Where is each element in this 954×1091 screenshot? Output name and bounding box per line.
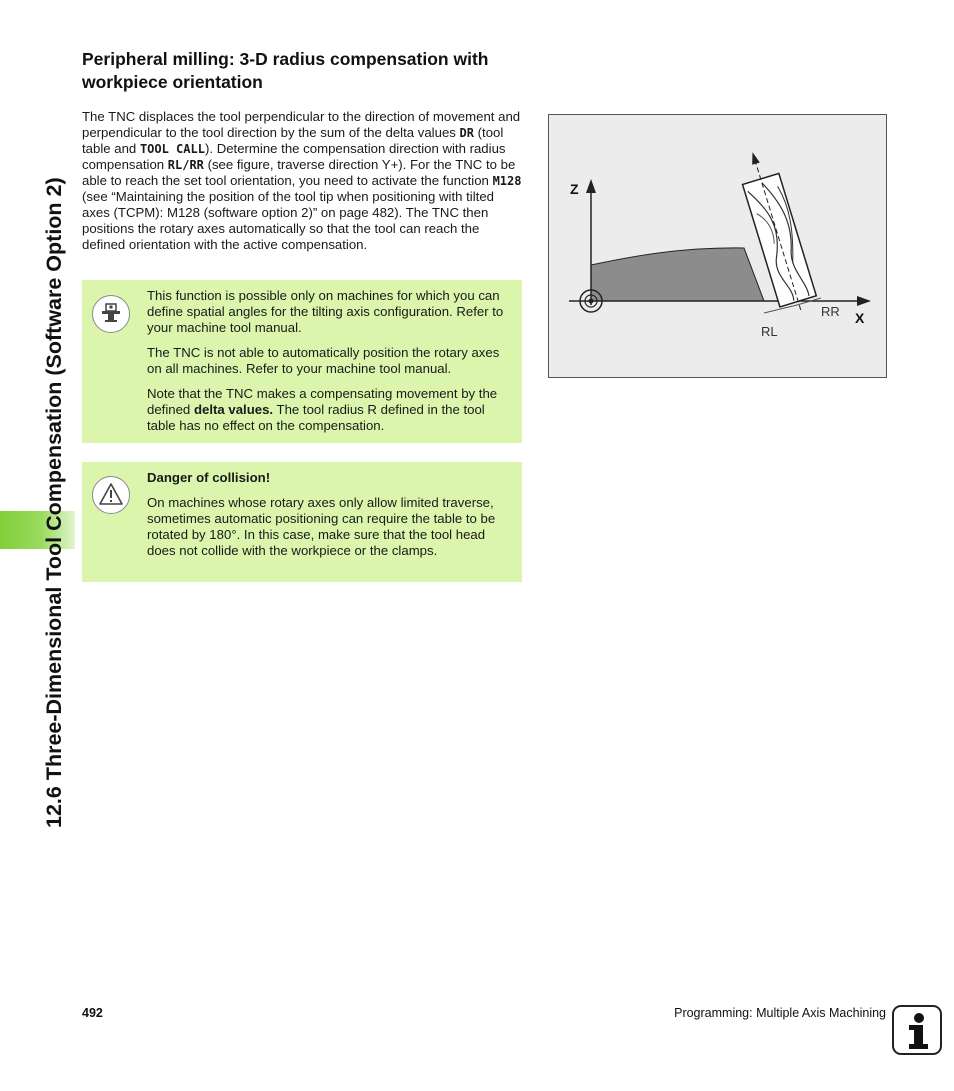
origin-dot (589, 299, 594, 304)
danger-title (147, 470, 512, 486)
x-axis-label: X (855, 310, 865, 326)
warning-icon (92, 476, 130, 514)
note-machine-line2: The TNC is not able to automatically position the rotary axes on all machines. Refer to your machine tool manual. (147, 345, 500, 376)
body-text-5: (see “Maintaining the position of the tool tip when positioning with tilted axes (TCPM): M128 (software option 2)” on page 482). The TNC then positions the rotary axes automatically so that the tool can reach the defined orientation with the active compensation. (82, 189, 494, 252)
body-text-4: (see figure, traverse direction Y+). For the TNC to be able to reach the set tool orientation, you need to activate the function (82, 157, 516, 188)
note-machine-bold: delta values. (193, 402, 274, 417)
rr-label: RR (821, 304, 840, 319)
x-axis-arrow (857, 296, 871, 306)
workpiece-shape (591, 248, 764, 301)
z-axis-label: Z (570, 181, 579, 197)
section-heading: Peripheral milling: 3-D radius compensation with workpiece orientation (82, 49, 489, 92)
page-number: 492 (82, 1006, 103, 1020)
body-paragraph (82, 109, 524, 253)
note-machine-line1: This function is possible only on machines for which you can define spatial angles for the tilting axis configuration. Refer to your machine tool manual. (147, 288, 504, 335)
body-text-1: The TNC displaces the tool perpendicular to the direction of movement and perpendicular to the tool direction by the sum of the delta values (82, 109, 521, 140)
z-axis-arrow (586, 179, 596, 193)
machine-note-box (82, 280, 522, 443)
note-machine-line3-b: The tool radius R defined in the tool table has no effect on the compensation. (147, 402, 485, 433)
compensation-diagram (549, 115, 886, 377)
footer-chapter: Programming: Multiple Axis Machining (674, 1006, 886, 1020)
rl-label: RL (761, 324, 778, 339)
machine-tool-icon (92, 295, 130, 333)
body-text-2: (tool table and (82, 125, 504, 156)
info-icon[interactable] (892, 1005, 942, 1055)
code-rl-rr: RL/RR (167, 158, 204, 172)
body-text-3: ). Determine the compensation direction with radius compensation (82, 141, 506, 172)
danger-title-text: Danger of collision! (147, 470, 271, 485)
code-tool-call: TOOL CALL (139, 142, 205, 156)
code-dr: DR (459, 126, 474, 140)
note-machine-line3-a: Note that the TNC makes a compensating movement by the defined (147, 386, 498, 417)
note-machine-line3 (147, 386, 512, 434)
code-m128: M128 (492, 174, 522, 188)
danger-text: On machines whose rotary axes only allow limited traverse, sometimes automatic positioning can require the table to be rotated by 180°. In this case, make sure that the tool head does not collide with the workpiece or the clamps. (147, 495, 496, 558)
compensation-figure (548, 114, 887, 378)
danger-note-box (82, 462, 522, 582)
chapter-title: 12.6 Three-Dimensional Tool Compensation (Software Option 2) (42, 177, 66, 828)
